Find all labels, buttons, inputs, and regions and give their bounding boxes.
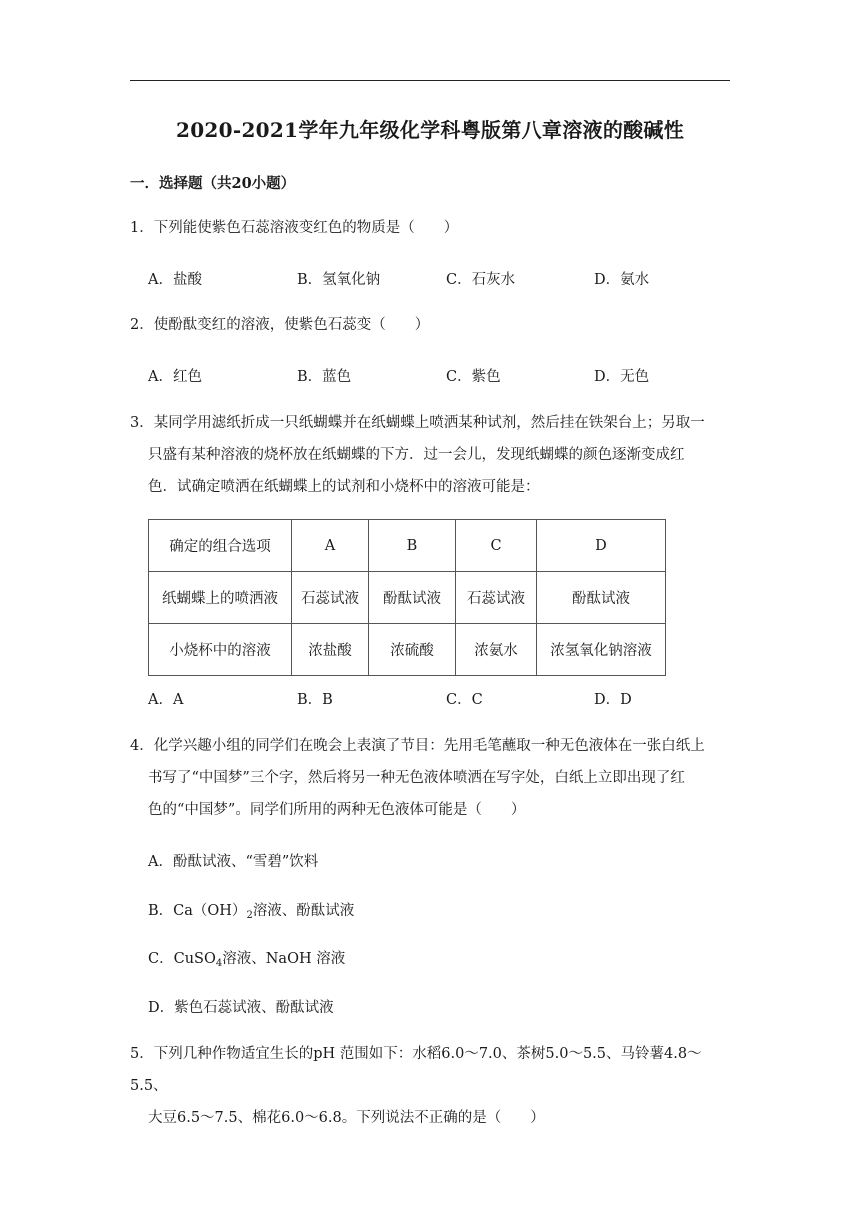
question-5-stem bbox=[130, 1038, 730, 1134]
question-3-stem bbox=[130, 407, 730, 503]
q2-option-a[interactable]: A．红色 bbox=[148, 369, 202, 385]
table-cell: B bbox=[369, 520, 456, 572]
q1-option-d[interactable]: D．氨水 bbox=[594, 272, 650, 288]
q3-combination-table bbox=[148, 519, 666, 676]
q4-option-c[interactable] bbox=[148, 947, 345, 969]
q3-option-a[interactable]: A．A bbox=[148, 692, 184, 708]
table-cell: D bbox=[537, 520, 666, 572]
table-row bbox=[149, 520, 666, 572]
table-cell: 浓氨水 bbox=[456, 624, 537, 676]
q1-option-a[interactable]: A．盐酸 bbox=[148, 272, 202, 288]
q4-option-b-rest: 溶液、酚酞试液 bbox=[252, 903, 355, 919]
table-cell: A bbox=[292, 520, 369, 572]
table-cell: 浓盐酸 bbox=[292, 624, 369, 676]
q4-stem-line-3: 色的“中国梦”。同学们所用的两种无色液体可能是（ ） bbox=[148, 802, 526, 818]
q4-option-d[interactable]: D．紫色石蕊试液、酚酞试液 bbox=[148, 1000, 334, 1016]
table-cell: 酚酞试液 bbox=[537, 572, 666, 624]
q2-option-d[interactable]: D．无色 bbox=[594, 369, 650, 385]
q3-stem-line-1: 3．某同学用滤纸折成一只纸蝴蝶并在纸蝴蝶上喷洒某种试剂，然后挂在铁架台上；另取一 bbox=[130, 415, 705, 431]
q4-stem-line-2: 书写了“中国梦”三个字，然后将另一种无色液体喷洒在写字处，白纸上立即出现了红 bbox=[148, 770, 685, 786]
q2-option-b[interactable]: B．蓝色 bbox=[297, 369, 352, 385]
q2-option-c[interactable]: C．紫色 bbox=[446, 369, 501, 385]
table-row bbox=[149, 572, 666, 624]
table-cell: 浓氢氧化钠溶液 bbox=[537, 624, 666, 676]
q4-option-c-text: C．CuSO bbox=[148, 951, 216, 967]
table-row bbox=[149, 624, 666, 676]
q4-option-a[interactable]: A．酚酞试液、“雪碧”饮料 bbox=[148, 854, 319, 870]
q1-option-c[interactable]: C．石灰水 bbox=[446, 272, 516, 288]
q4-stem-line-1: 4．化学兴趣小组的同学们在晚会上表演了节目：先用毛笔蘸取一种无色液体在一张白纸上 bbox=[130, 738, 705, 754]
table-cell: C bbox=[456, 520, 537, 572]
q4-option-b[interactable] bbox=[148, 899, 354, 921]
q4-option-b-subscript: 2 bbox=[246, 910, 253, 921]
table-cell: 酚酞试液 bbox=[369, 572, 456, 624]
header-rule bbox=[130, 80, 730, 81]
table-cell: 小烧杯中的溶液 bbox=[149, 624, 292, 676]
q3-option-d[interactable]: D．D bbox=[594, 692, 632, 708]
table-cell: 确定的组合选项 bbox=[149, 520, 292, 572]
table-cell: 浓硫酸 bbox=[369, 624, 456, 676]
q4-option-c-rest: 溶液、NaOH 溶液 bbox=[222, 951, 346, 967]
q1-option-b[interactable]: B．氢氧化钠 bbox=[297, 272, 381, 288]
q3-option-b[interactable]: B．B bbox=[297, 692, 333, 708]
q5-stem-line-2: 大豆6.5～7.5、棉花6.0～6.8。下列说法不正确的是（ ） bbox=[148, 1110, 545, 1126]
table-cell: 石蕊试液 bbox=[456, 572, 537, 624]
q4-option-c-subscript: 4 bbox=[215, 958, 223, 969]
table-cell: 石蕊试液 bbox=[292, 572, 369, 624]
q3-stem-line-3: 色．试确定喷洒在纸蝴蝶上的试剂和小烧杯中的溶液可能是： bbox=[148, 479, 540, 495]
question-2-stem: 2．使酚酞变红的溶液，使紫色石蕊变（ ） bbox=[130, 317, 430, 333]
q5-stem-line-1: 5．下列几种作物适宜生长的pH 范围如下：水稻6.0～7.0、茶树5.0～5.5、马铃薯4.8～5.5、 bbox=[130, 1046, 702, 1094]
q3-stem-line-2: 只盛有某种溶液的烧杯放在纸蝴蝶的下方．过一会儿，发现纸蝴蝶的颜色逐渐变成红 bbox=[148, 447, 685, 463]
question-1-stem: 1．下列能使紫色石蕊溶液变红色的物质是（ ） bbox=[130, 220, 459, 236]
q4-option-b-text: B．Ca（OH） bbox=[148, 903, 247, 919]
question-4-stem bbox=[130, 730, 730, 826]
page-title: 2020-2021学年九年级化学科粤版第八章溶液的酸碱性 bbox=[175, 118, 685, 142]
q3-option-c[interactable]: C．C bbox=[446, 692, 483, 708]
table-cell: 纸蝴蝶上的喷洒液 bbox=[149, 572, 292, 624]
section-heading: 一．选择题（共20小题） bbox=[130, 175, 296, 192]
